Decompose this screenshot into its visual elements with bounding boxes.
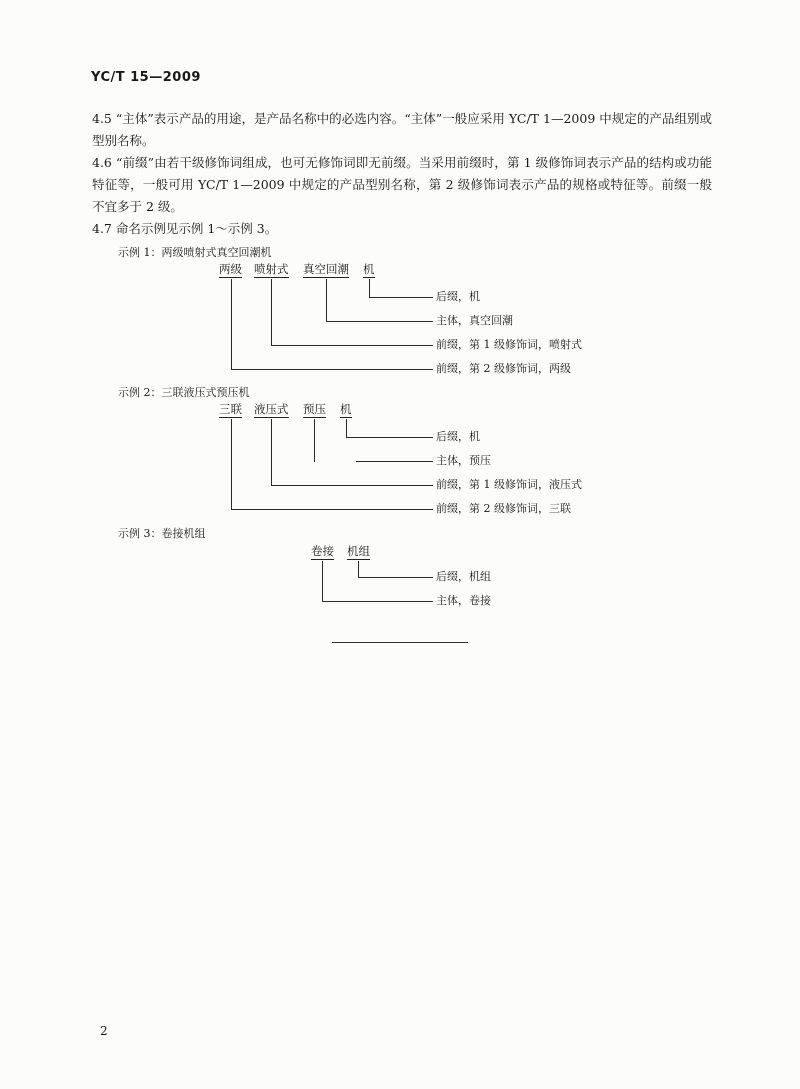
example-1-title: 示例 1：两级喷射式真空回潮机 [118,246,272,259]
connector-line [271,345,433,346]
connector-line [369,297,433,298]
connector-line [358,577,433,578]
example-3-title: 示例 3：卷接机组 [118,527,206,540]
example-3-label-suffix: 后缀，机组 [436,570,491,583]
example-2-word-prefix1: 液压式 [254,402,289,416]
example-2-title: 示例 2：三联液压式预压机 [118,386,250,399]
connector-line [326,279,327,322]
connector-line [326,321,433,322]
example-1-word-main: 真空回潮 [303,262,349,276]
connector-line [322,601,433,602]
end-rule [332,642,468,643]
example-1-word-prefix1: 喷射式 [254,262,289,276]
page-number: 2 [100,1024,108,1038]
section-4-7: 4.7 命名示例见示例 1～示例 3。 [92,221,278,236]
example-3-word-suffix: 机组 [347,544,370,558]
document-code-header: YC/T 15—2009 [91,70,201,85]
example-2-word-main: 预压 [303,402,326,416]
example-1-label-prefix1: 前缀，第 1 级修饰词，喷射式 [436,338,582,351]
connector-line [346,437,433,438]
connector-line [369,279,370,298]
example-2-label-suffix: 后缀，机 [436,430,480,443]
connector-line [356,461,433,462]
example-3-label-main: 主体，卷接 [436,594,491,607]
connector-line [231,369,433,370]
connector-line [358,561,359,578]
connector-line [314,419,315,462]
section-4-5: 4.5 “主体”表示产品的用途，是产品名称中的必选内容。“主体”一般应采用 YC/T 1—2009 中规定的产品组别或型别名称。 [92,111,712,148]
connector-line [271,485,433,486]
connector-line [231,509,433,510]
example-1-label-prefix2: 前缀，第 2 级修饰词，两级 [436,362,571,375]
connector-line [231,279,232,370]
example-1-label-main: 主体，真空回潮 [436,314,513,327]
example-2-word-prefix2: 三联 [219,402,242,416]
connector-line [322,561,323,602]
connector-line [271,279,272,346]
example-1-word-prefix2: 两级 [219,262,242,276]
example-1-word-suffix: 机 [363,262,375,276]
example-2-label-prefix1: 前缀，第 1 级修饰词，液压式 [436,478,582,491]
example-2-label-main: 主体，预压 [436,454,491,467]
section-4-6: 4.6 “前缀”由若干级修饰词组成，也可无修饰词即无前缀。当采用前缀时，第 1 级修饰词表示产品的结构或功能特征等，一般可用 YC/T 1—2009 中规定的产品型别名称，第 2 级修饰词表示产品的规格或特征等。前缀一般不宜多于 2 级。 [92,155,712,214]
example-3-word-main: 卷接 [311,544,334,558]
connector-line [346,419,347,438]
connector-line [231,419,232,510]
example-1-label-suffix: 后缀，机 [436,290,480,303]
connector-line [271,419,272,486]
example-2-word-suffix: 机 [340,402,352,416]
example-2-label-prefix2: 前缀，第 2 级修饰词，三联 [436,502,571,515]
